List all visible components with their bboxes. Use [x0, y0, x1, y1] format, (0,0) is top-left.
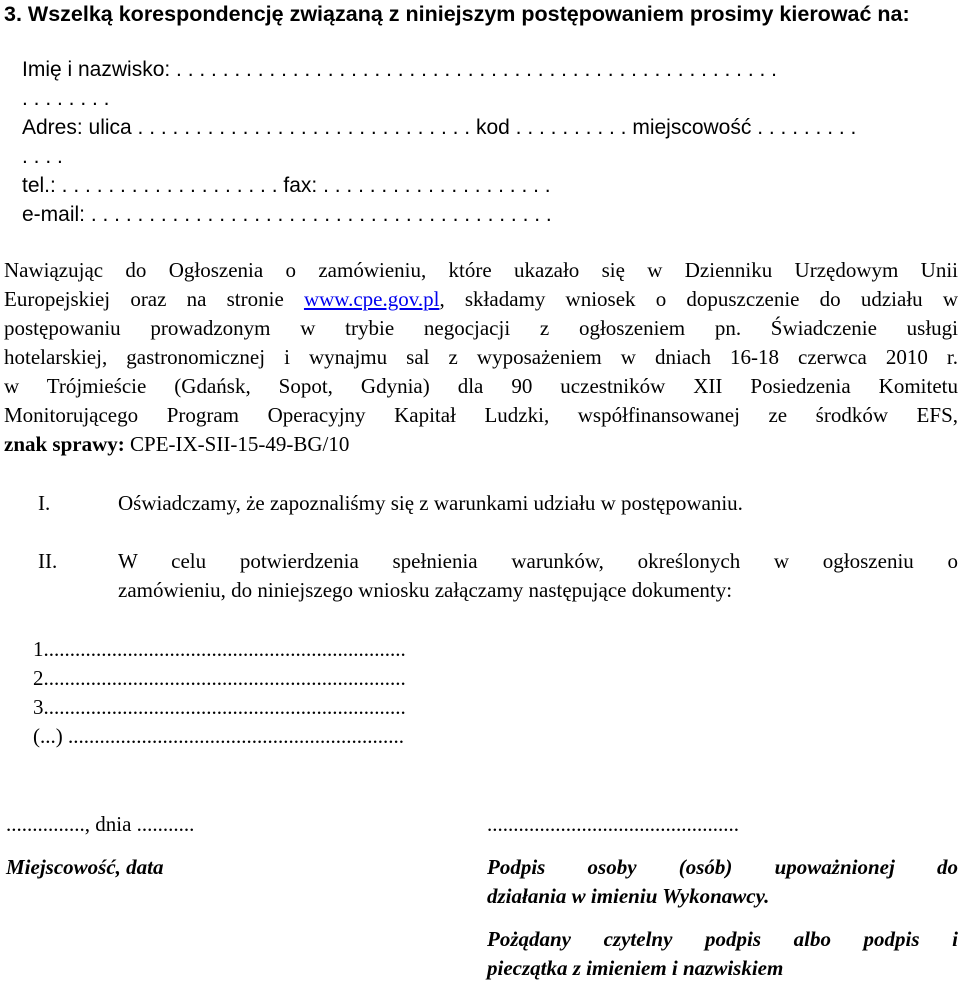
- paragraph-line: Nawiązując do Ogłoszenia o zamówieniu, które ukazało się w Dzienniku Urzędowym Unii: [4, 258, 958, 282]
- declaration-text: W celu potwierdzenia spełnienia warunków, określonych w ogłoszeniu o: [118, 549, 958, 573]
- place-date-field: ..............., dnia ...........: [6, 812, 195, 836]
- signer-label: Podpis osoby (osób) upoważnionej do: [487, 855, 958, 879]
- phone-fax-field-line: tel.: . . . . . . . . . . . . . . . . . . . fax: . . . . . . . . . . . . . . . . . . . .: [22, 174, 551, 197]
- paragraph-line: postępowaniu prowadzonym w trybie negocjacji z ogłoszeniem pn. Świadczenie usługi: [4, 316, 958, 340]
- case-number-value: CPE-IX-SII-15-49-BG/10: [124, 432, 350, 456]
- signature-note-continuation: pieczątka z imieniem i nazwiskiem: [487, 956, 784, 980]
- document-entry-field: (...) ................................................................: [33, 724, 404, 748]
- document-entry-field: 1.....................................................................: [33, 637, 406, 661]
- signature-note: Pożądany czytelny podpis albo podpis i: [487, 927, 958, 951]
- declaration-number: I.: [38, 491, 51, 515]
- declaration-text: Oświadczamy, że zapoznaliśmy się z warunkami udziału w postępowaniu.: [118, 491, 743, 515]
- document-entry-field: 3.....................................................................: [33, 695, 406, 719]
- paragraph-line: w Trójmieście (Gdańsk, Sopot, Gdynia) dla 90 uczestników XII Posiedzenia Komitetu: [4, 374, 958, 398]
- section-heading: 3. Wszelką korespondencję związaną z niniejszym postępowaniem prosimy kierować na:: [4, 2, 910, 26]
- website-link[interactable]: www.cpe.gov.pl: [303, 287, 440, 311]
- case-number-label: znak sprawy:: [4, 432, 125, 456]
- case-number-line: [4, 432, 349, 457]
- signature-field: ................................................: [487, 812, 739, 836]
- paragraph-line: Monitorującego Program Operacyjny Kapitał Ludzki, współfinansowanej ze środków EFS,: [4, 403, 958, 427]
- email-field-line: e-mail: . . . . . . . . . . . . . . . . . . . . . . . . . . . . . . . . . . . . . . . .: [22, 203, 552, 226]
- document-entry-field: 2.....................................................................: [33, 666, 406, 690]
- paragraph-text: Europejskiej oraz na stronie: [4, 287, 304, 311]
- paragraph-line: [4, 287, 958, 312]
- name-field-continuation: . . . . . . . .: [22, 87, 110, 110]
- address-field-line: Adres: ulica . . . . . . . . . . . . . . . . . . . . . . . . . . . . . kod . . . . . . . . . . miejscowość . . . . . . . . .: [22, 116, 857, 139]
- name-field-line: Imię i nazwisko: . . . . . . . . . . . . . . . . . . . . . . . . . . . . . . . . . . . . . . . . . . . . . . . . . . . .: [22, 58, 777, 81]
- paragraph-line: hotelarskiej, gastronomicznej i wynajmu sal z wyposażeniem w dniach 16-18 czerwca 2010 r.: [4, 345, 958, 369]
- place-date-label: Miejscowość, data: [6, 855, 164, 879]
- address-field-continuation: . . . .: [22, 145, 63, 168]
- paragraph-text: , składamy wniosek o dopuszczenie do udziału w: [439, 287, 958, 311]
- signer-label-continuation: działania w imieniu Wykonawcy.: [487, 884, 770, 908]
- declaration-text-continuation: zamówieniu, do niniejszego wniosku załączamy następujące dokumenty:: [118, 578, 733, 602]
- declaration-number: II.: [38, 549, 58, 573]
